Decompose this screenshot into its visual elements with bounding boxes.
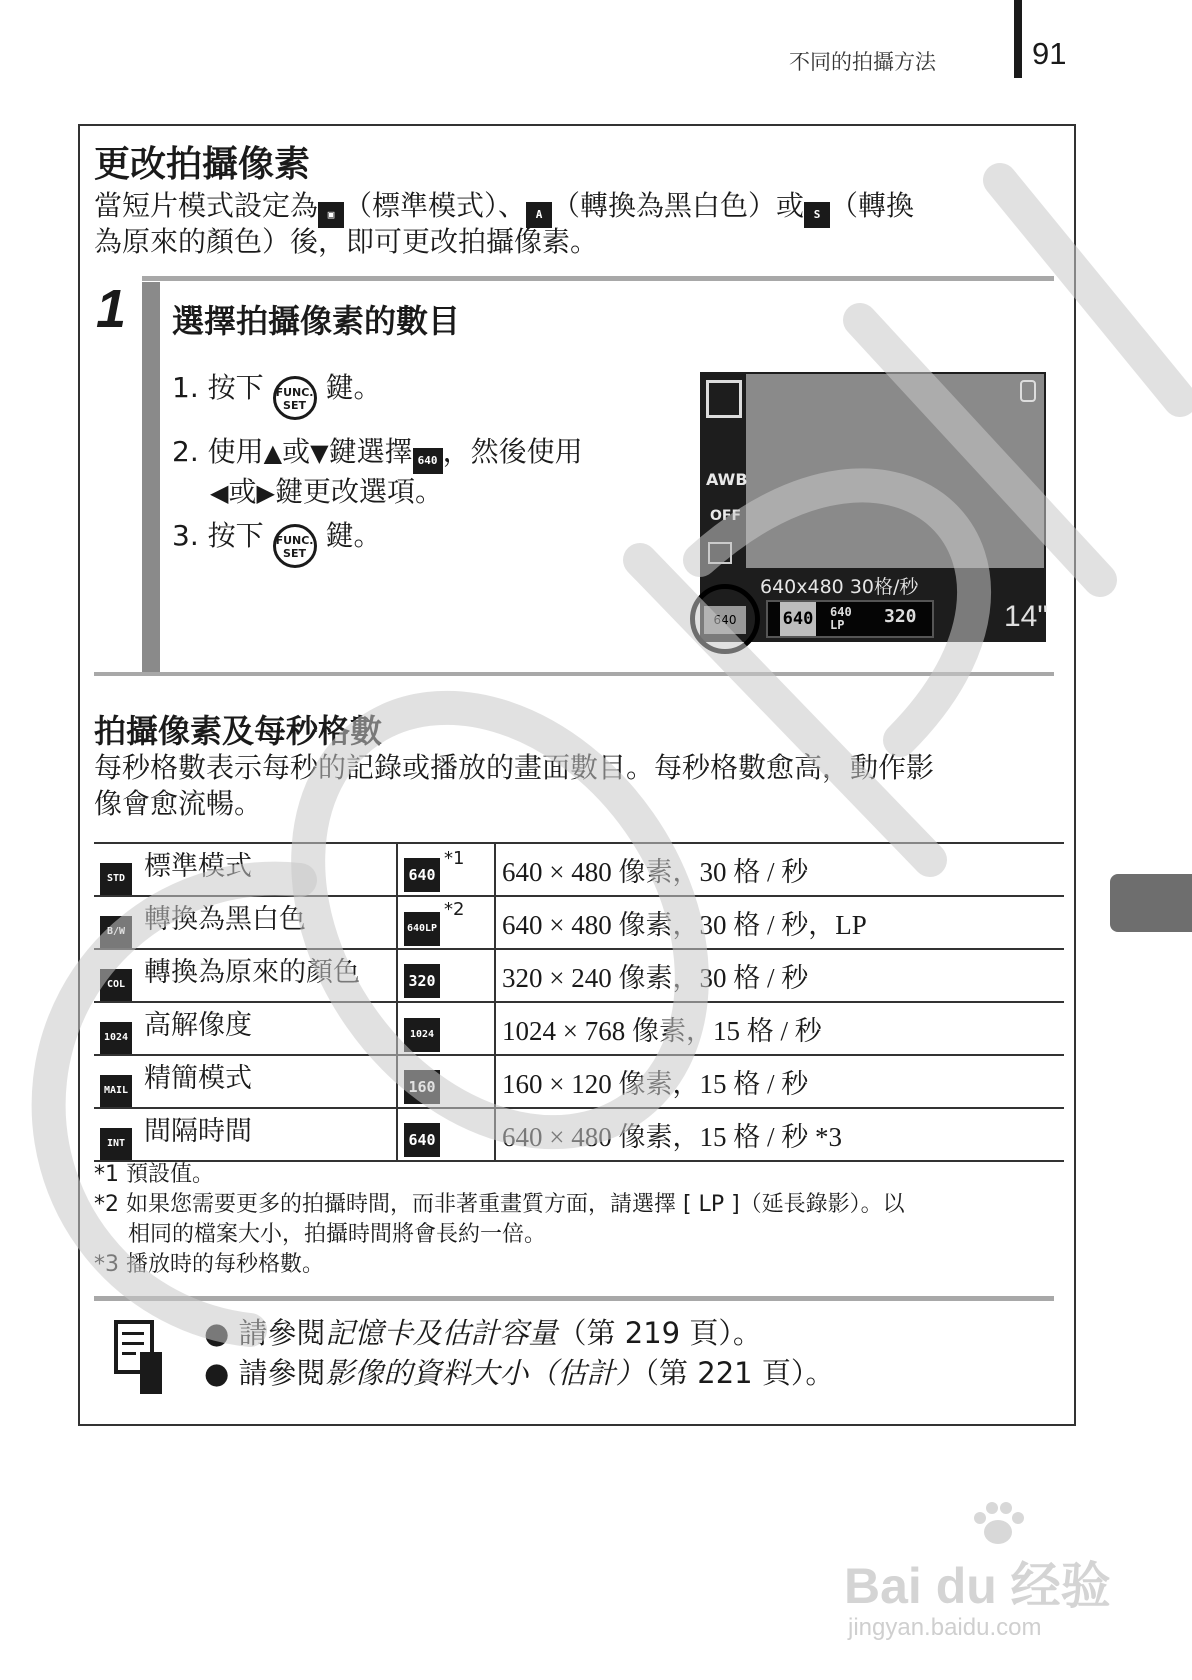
instruction-text: 3. 按下 bbox=[172, 519, 264, 552]
right-arrow-icon: ▶ bbox=[256, 479, 275, 507]
mode-icon: STD bbox=[100, 863, 132, 895]
mode-icon: COL bbox=[100, 969, 132, 1001]
lcd-option-320: 320 bbox=[884, 606, 917, 627]
mode-cell bbox=[94, 949, 397, 1002]
resolution-icon: 640 bbox=[404, 1123, 440, 1157]
intro-text: （轉換 bbox=[830, 189, 915, 222]
func-set-button-icon bbox=[273, 524, 317, 568]
section-divider bbox=[94, 672, 1054, 676]
standard-movie-icon: ▣ bbox=[318, 202, 344, 228]
func-label: FUNC. bbox=[275, 386, 314, 399]
step-instruction-1 bbox=[172, 370, 381, 420]
lcd-resolution-text: 640x480 30格/秒 bbox=[760, 576, 919, 598]
reference-2 bbox=[204, 1354, 834, 1392]
reference-1 bbox=[204, 1314, 762, 1352]
mode-table bbox=[94, 842, 1064, 1162]
ref-link-text: 影像的資料大小（估計） bbox=[325, 1356, 645, 1390]
footnote-2-cont: 相同的檔案大小，拍攝時間將會長約一倍。 bbox=[128, 1222, 547, 1247]
mode-name: 精簡模式 bbox=[144, 1063, 252, 1094]
step-title: 選擇拍攝像素的數目 bbox=[172, 302, 461, 340]
func-label: FUNC. bbox=[275, 534, 314, 547]
instruction-text: 2. 使用 bbox=[172, 435, 264, 468]
step-instruction-2b bbox=[210, 474, 443, 511]
func-set-button-icon bbox=[273, 376, 317, 420]
table-row bbox=[94, 949, 1064, 1002]
pen-icon bbox=[140, 1352, 162, 1394]
ref-text: （第 221 頁）。 bbox=[644, 1356, 835, 1390]
mode-icon: INT bbox=[100, 1128, 132, 1160]
baidu-watermark: Bai du 经验 bbox=[844, 1558, 1111, 1614]
step-instruction-2 bbox=[172, 434, 583, 474]
step-top-rule bbox=[142, 276, 1054, 281]
footnote-2: *2 如果您需要更多的拍攝時間，而非著重畫質方面，請選擇 [ LP ]（延長錄影）。以 bbox=[94, 1192, 905, 1217]
down-arrow-icon: ▼ bbox=[310, 439, 329, 467]
spec-cell: 160 × 120 像素，15 格 / 秒 bbox=[495, 1055, 1064, 1108]
mode-cell bbox=[94, 1055, 397, 1108]
mode-icon: B/W bbox=[100, 916, 132, 948]
reference-rule bbox=[94, 1296, 1054, 1301]
up-arrow-icon: ▲ bbox=[263, 439, 283, 467]
mode-name: 間隔時間 bbox=[144, 1116, 252, 1147]
awb-icon: AWB bbox=[706, 470, 748, 489]
instruction-text: 鍵。 bbox=[325, 371, 382, 404]
subsection-title: 拍攝像素及每秒格數 bbox=[94, 712, 383, 750]
lcd-option-selected: 640 bbox=[780, 602, 816, 636]
baidu-paw-icon bbox=[968, 1500, 1028, 1548]
mode-cell bbox=[94, 843, 397, 896]
lcd-option-640lp: 640 LP bbox=[830, 605, 852, 632]
camera-shake-icon bbox=[1020, 380, 1036, 402]
ref-text: ● 請參閱 bbox=[204, 1316, 326, 1350]
resolution-icon: 640LP bbox=[404, 912, 440, 946]
mode-cell bbox=[94, 1108, 397, 1161]
ref-text: ● 請參閱 bbox=[204, 1356, 326, 1390]
color-swap-icon: S bbox=[804, 202, 830, 228]
lcd-time-remaining: 14" bbox=[1004, 600, 1049, 633]
footnote-marker: *1 bbox=[444, 847, 465, 869]
lcd-viewfinder bbox=[746, 374, 1044, 568]
running-header-section: 不同的拍攝方法 bbox=[789, 50, 936, 74]
intro-text: （轉換為黑白色）或 bbox=[552, 189, 805, 222]
set-label: SET bbox=[283, 547, 306, 560]
flash-off-icon: OFF bbox=[710, 508, 742, 524]
chapter-thumb-tab bbox=[1110, 874, 1192, 932]
table-row bbox=[94, 1055, 1064, 1108]
resolution-icon-cell bbox=[397, 1002, 495, 1055]
res-640-icon: 640 bbox=[413, 448, 443, 474]
spec-cell: 640 × 480 像素，15 格 / 秒 *3 bbox=[495, 1108, 1064, 1161]
spec-cell: 1024 × 768 像素，15 格 / 秒 bbox=[495, 1002, 1064, 1055]
header-divider bbox=[1014, 0, 1022, 78]
subsection-body-1: 每秒格數表示每秒的記錄或播放的畫面數目。每秒格數愈高，動作影 bbox=[94, 751, 935, 784]
memo-icon-line bbox=[122, 1342, 144, 1345]
mode-cell bbox=[94, 1002, 397, 1055]
spec-cell: 640 × 480 像素，30 格 / 秒，LP bbox=[495, 896, 1064, 949]
table-row bbox=[94, 843, 1064, 896]
intro-text: 當短片模式設定為 bbox=[94, 189, 319, 222]
intro-line-2: 為原來的顏色）後，即可更改拍攝像素。 bbox=[94, 225, 599, 258]
bw-movie-icon: A bbox=[526, 202, 552, 228]
resolution-icon-cell bbox=[397, 1108, 495, 1161]
resolution-icon-cell bbox=[397, 896, 495, 949]
step-number: 1 bbox=[96, 279, 127, 339]
instruction-text: 或 bbox=[228, 475, 257, 508]
mode-icon: 1024 bbox=[100, 1022, 132, 1054]
instruction-text: ，然後使用 bbox=[442, 435, 583, 468]
instruction-text: 鍵。 bbox=[325, 519, 382, 552]
step-sidebar bbox=[142, 282, 160, 676]
resolution-icon-cell bbox=[397, 843, 495, 896]
mode-cell bbox=[94, 896, 397, 949]
table-row bbox=[94, 896, 1064, 949]
lcd-side-selected: 640 bbox=[704, 606, 746, 634]
set-label: SET bbox=[283, 399, 306, 412]
table-row bbox=[94, 1002, 1064, 1055]
resolution-icon: 640 bbox=[404, 858, 440, 892]
mode-icon: MAIL bbox=[100, 1075, 132, 1107]
page-number: 91 bbox=[1032, 36, 1067, 71]
instruction-text: 鍵選擇 bbox=[328, 435, 413, 468]
memo-icon-line bbox=[122, 1332, 144, 1335]
intro-line-1 bbox=[94, 188, 914, 228]
mode-name: 轉換為原來的顏色 bbox=[144, 957, 360, 988]
subsection-body-2: 像會愈流暢。 bbox=[94, 787, 263, 820]
memo-icon-line bbox=[122, 1352, 136, 1355]
movie-mode-icon bbox=[706, 380, 742, 418]
mode-name: 高解像度 bbox=[144, 1010, 252, 1041]
footnote-3: *3 播放時的每秒格數。 bbox=[94, 1252, 324, 1277]
instruction-text: 1. 按下 bbox=[172, 371, 264, 404]
resolution-icon-cell bbox=[397, 949, 495, 1002]
footnote-1: *1 預設值。 bbox=[94, 1162, 214, 1187]
resolution-icon-cell bbox=[397, 1055, 495, 1108]
instruction-text: 鍵更改選項。 bbox=[274, 475, 443, 508]
section-title: 更改拍攝像素 bbox=[94, 144, 311, 185]
baidu-url-watermark: jingyan.baidu.com bbox=[848, 1614, 1042, 1641]
instruction-text: 或 bbox=[282, 435, 311, 468]
resolution-icon: 320 bbox=[404, 964, 440, 998]
resolution-icon: 1024 bbox=[404, 1018, 440, 1052]
resolution-icon: 160 bbox=[404, 1070, 440, 1104]
ref-text: （第 219 頁）。 bbox=[557, 1316, 762, 1350]
mode-name: 轉換為黑白色 bbox=[144, 904, 306, 935]
ref-link-text: 記憶卡及估計容量 bbox=[325, 1316, 558, 1350]
spec-cell: 640 × 480 像素，30 格 / 秒 bbox=[495, 843, 1064, 896]
mode-name: 標準模式 bbox=[144, 851, 252, 882]
step-instruction-3 bbox=[172, 518, 381, 568]
table-row bbox=[94, 1108, 1064, 1161]
left-arrow-icon: ◀ bbox=[210, 479, 229, 507]
metering-icon bbox=[708, 542, 732, 564]
spec-cell: 320 × 240 像素，30 格 / 秒 bbox=[495, 949, 1064, 1002]
highlight-circle bbox=[690, 584, 760, 654]
intro-text: （標準模式）、 bbox=[344, 189, 527, 222]
footnote-marker: *2 bbox=[444, 899, 465, 920]
